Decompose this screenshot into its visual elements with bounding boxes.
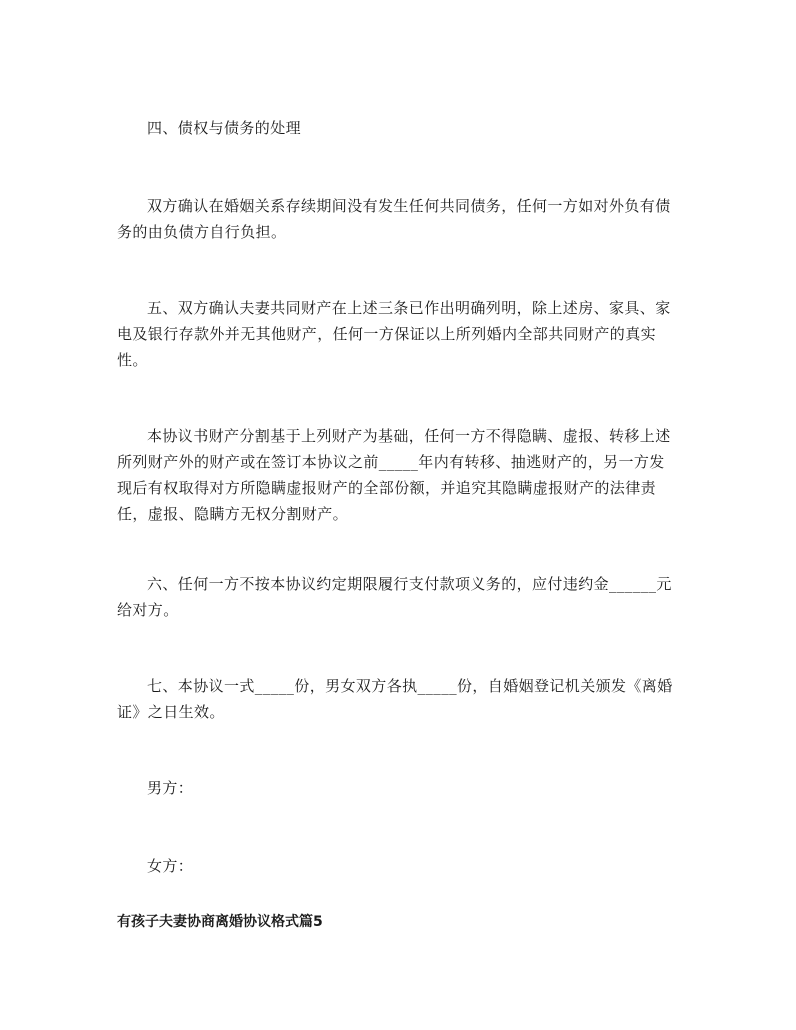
section-six-paragraph: 六、任何一方不按本协议约定期限履行支付款项义务的，应付违约金______元给对方。 xyxy=(117,575,672,619)
debt-paragraph: 双方确认在婚姻关系存续期间没有发生任何共同债务，任何一方如对外负有债务的由负债方自行负担。 xyxy=(117,197,671,241)
section-heading: 有孩子夫妻协商离婚协议格式篇5 xyxy=(117,914,323,930)
section-five-paragraph: 五、双方确认夫妻共同财产在上述三条已作出明确列明，除上述房、家具、家电及银行存款外并无其他财产，任何一方保证以上所列婚内全部共同财产的真实性。 xyxy=(117,299,671,369)
property-division-paragraph: 本协议书财产分割基于上列财产为基础，任何一方不得隐瞒、虚报、转移上述所列财产外的财产或在签订本协议之前_____年内有转移、抽逃财产的，另一方发现后有权取得对方所隐瞒虚报财产的全部份额，并追究其隐瞒虚报财产的法律责任，虚报、隐瞒方无权分割财产。 xyxy=(117,427,671,523)
wife-signature-line: 女方： xyxy=(147,857,194,875)
section-four-title: 四、债权与债务的处理 xyxy=(147,119,302,137)
section-seven-paragraph: 七、本协议一式_____份，男女双方各执_____份，自婚姻登记机关颁发《离婚证》之日生效。 xyxy=(117,677,673,721)
husband-signature-line: 男方： xyxy=(147,779,194,797)
